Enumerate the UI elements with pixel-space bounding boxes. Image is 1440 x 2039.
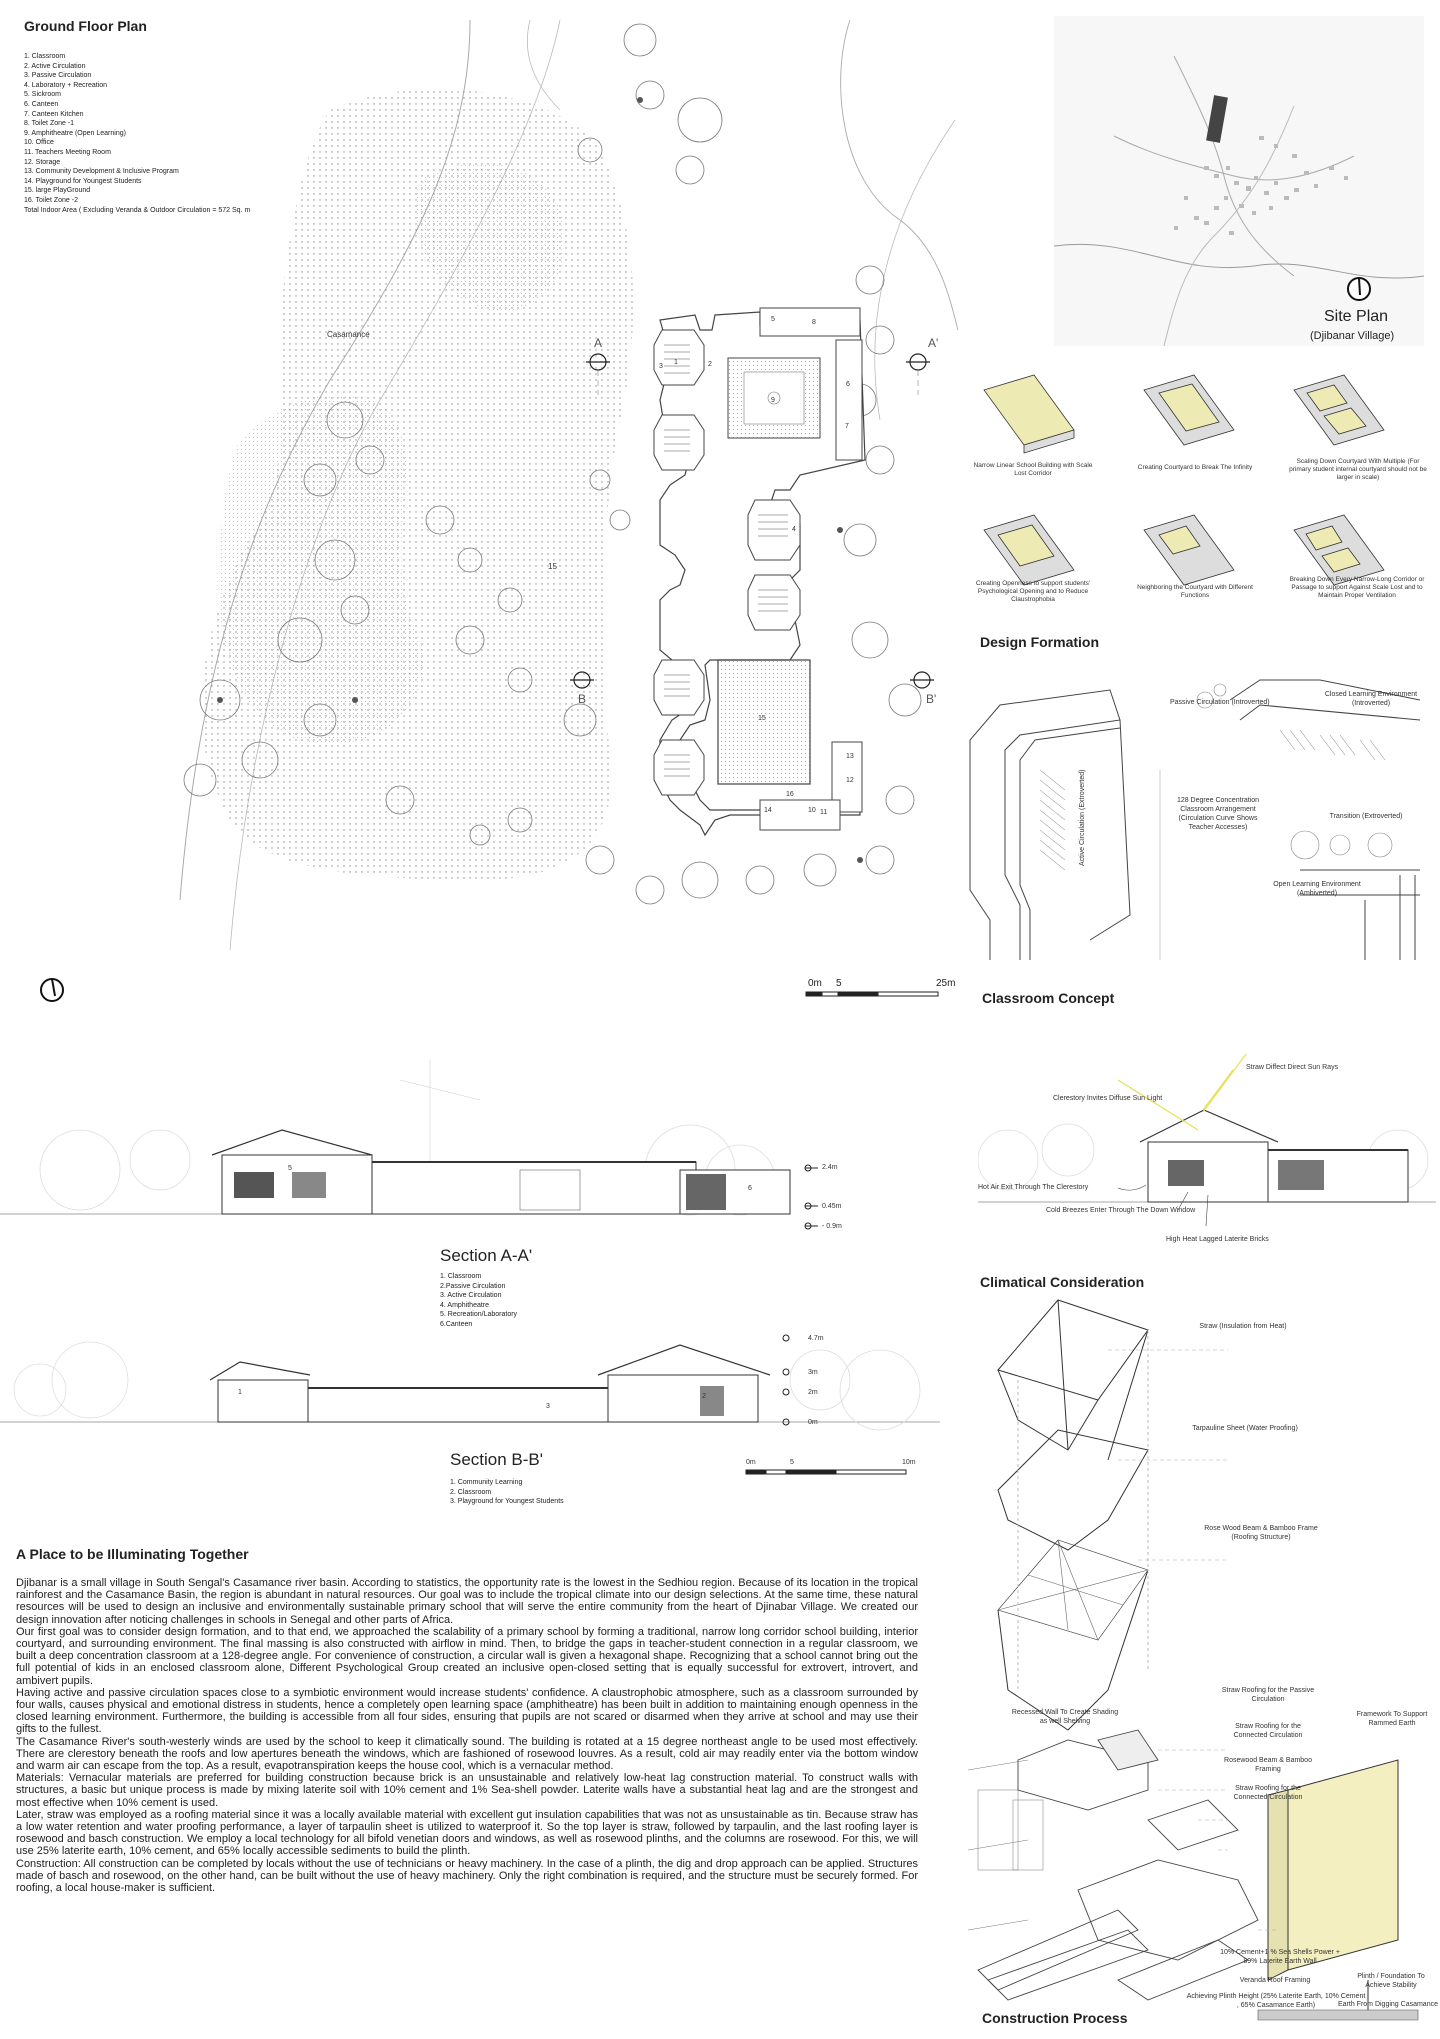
formation-caption: Creating Openness to support students' Psychological Opening and to Reduce Claustrophobia <box>975 580 1091 603</box>
legend-item: 13. Community Development & Inclusive Program <box>24 168 179 176</box>
legend-item: 14. Playground for Youngest Students <box>24 177 142 185</box>
legend-item: 1. Classroom <box>24 53 66 60</box>
section-bb-mark: 1 <box>238 1389 242 1396</box>
climate-label: High Heat Lagged Laterite Bricks <box>1166 1236 1269 1243</box>
plan-label: 16 <box>786 791 794 798</box>
climate-label: Clerestory Invites Diffuse Sun Light <box>1053 1095 1163 1102</box>
formation-caption: Creating Courtyard to Break The Infinity <box>1137 464 1253 471</box>
essay-paragraph: Djibanar is a small village in South Sengal's Casamance river basin. According to statistics, the opportunity rate is the lowest in the Sedhiou region. Because of its location in the tropical rainforest and the Casamance Basin, the region is abundant in natural resources. Our goal was to include the tropical climate into our design selections. At the same time, these natural resources will be used to design an inclusive and environmentally sustainable primary school that will serve the entire community from the heart of Djinabar Village. We created our design innovation after noticing challenges in schools in Senegal and other parts of Africa. <box>16 1577 918 1626</box>
section-marker-a: A <box>594 336 603 350</box>
construction-label: Plinth / Foundation To Achieve Stability <box>1357 1973 1425 1989</box>
construction-label: Straw (Insulation from Heat) <box>1199 1323 1287 1330</box>
design-formation-diagrams <box>964 360 1434 610</box>
legend-item: 2.Passive Circulation <box>440 1282 506 1290</box>
construction-label: 10% Cement+1 % Sea Shells Power + 89% Laterite Earth Wall <box>1220 1949 1340 1965</box>
concept-label-closed: Closed Learning Environment (Introverted) <box>1324 691 1418 707</box>
plan-label: 2 <box>708 361 712 368</box>
legend-item: 10. Office <box>24 139 54 147</box>
construction-label: Straw Roofing for the Connected Circulation <box>1233 1785 1303 1801</box>
construction-label: Tarpauline Sheet (Water Proofing) <box>1192 1425 1298 1432</box>
legend-item: 3. Playground for Youngest Students <box>450 1498 564 1506</box>
legend-item: 1. Classroom <box>440 1273 482 1280</box>
construction-label: Rosewood Beam & Bamboo Framing <box>1224 1757 1312 1773</box>
plan-label: 7 <box>845 423 849 430</box>
essay-paragraph: Having active and passive circulation spaces close to a symbiotic environment would increase students' confidence. A claustrophobic atmosphere, such as a classroom surrounded by four walls, causes physical and emotional distress in students, hence a completely open learning space (amphitheatre) has been built in addition to maintaining enough openness in the closed learning environment. Furthermore, the building is accessible from all four sides, ensuring that pupils are not scared or disarmed when they arrive at school and may use their gifts to the fullest. <box>16 1686 918 1736</box>
section-marker-a-prime: A' <box>928 336 939 350</box>
section-aa-level: - 0.9m <box>822 1223 842 1230</box>
formation-caption: Breaking Down Every Narrow-Long Corridor or Passage to support Against Scale Lost and to Maintain Proper Ventilation <box>1289 576 1425 599</box>
ground-floor-plan-drawing <box>0 0 960 1010</box>
plan-label: 9 <box>771 397 775 404</box>
plan-label: 3 <box>659 363 663 370</box>
climate-label: Straw Diffect Direct Sun Rays <box>1246 1064 1339 1071</box>
site-plan-title: Site Plan <box>1324 308 1389 325</box>
plan-label: 11 <box>820 809 828 816</box>
section-marker-b: B <box>578 692 587 706</box>
section-bb-scale-mid: 5 <box>790 1459 794 1466</box>
site-plan-subtitle: (Djibanar Village) <box>1310 330 1395 342</box>
climate-label: Cold Breezes Enter Through The Down Window <box>1046 1207 1196 1214</box>
section-bb-mark: 2 <box>702 1393 706 1400</box>
construction-title: Construction Process <box>982 2010 1128 2026</box>
legend-item: 7. Canteen Kitchen <box>24 110 84 118</box>
legend-item: 8. Toilet Zone -1 <box>24 120 75 128</box>
section-marker-b-prime: B' <box>926 692 937 706</box>
legend-item: 3. Passive Circulation <box>24 72 92 80</box>
section-bb-level: 4.7m <box>808 1335 824 1342</box>
plan-label: 13 <box>846 753 854 760</box>
section-bb-scale-start: 0m <box>746 1459 756 1466</box>
section-aa-mark: 5 <box>288 1165 292 1172</box>
plan-label: 6 <box>846 381 850 388</box>
plan-label: 15 <box>758 715 766 722</box>
area-label-15: 15 <box>548 562 557 571</box>
section-bb-mark: 3 <box>546 1403 550 1410</box>
construction-label: Straw Roofing for the Connected Circulation <box>1233 1723 1303 1739</box>
concept-label-concentration: 128 Degree Concentration Classroom Arrangement (Circulation Curve Shows Teacher Accesses) <box>1176 797 1260 831</box>
construction-label: Straw Roofing for the Passive Circulation <box>1221 1687 1315 1703</box>
section-aa-title: Section A-A' <box>440 1246 533 1265</box>
legend-item: 6. Canteen <box>24 100 59 108</box>
formation-caption: Narrow Linear School Building with Scale Lost Corridor <box>973 462 1093 477</box>
plan-label: 14 <box>764 807 772 814</box>
essay-body <box>16 1577 918 1894</box>
formation-caption: Scaling Down Courtyard With Multiple (For primary student internal courtyard should not be larger in scale) <box>1289 458 1427 481</box>
climate-label: Hot Air Exit Through The Clerestory <box>978 1184 1089 1191</box>
section-bb-title: Section B-B' <box>450 1450 544 1469</box>
construction-label: Veranda Roof Framing <box>1239 1977 1311 1984</box>
legend-item: 9. Amphitheatre (Open Learning) <box>24 129 126 137</box>
climate-title: Climatical Consideration <box>980 1274 1145 1290</box>
essay-paragraph: The Casamance River's south-westerly winds are used by the school to keep it climatically sound. The building is rotated at a 15 degree northeast angle to be used most effectively. There are clerestory beneath the roofs and low apertures beneath the windows, which are fashioned of rosewood louvres. As a result, cold air may readily enter via the bottom window and warm air can escape from the top. As a result, evapotranspiration keeps the house cool, which is a vernacular method. <box>16 1735 918 1773</box>
section-bb-legend <box>450 1478 610 1507</box>
legend-item: 2. Active Circulation <box>24 62 86 70</box>
ground-floor-title: Ground Floor Plan <box>24 18 147 34</box>
concept-label-passive: Passive Circulation (Introverted) <box>1170 699 1270 706</box>
essay-paragraph: Later, straw was employed as a roofing material since it was a locally available material with excellent gut insulation capabilities that was not as unsustainable as tin. Because straw has a low water retention and water proofing performance, a layer of tarpaulin sheet is utilized to waterproof it. So the top layer is straw, followed by tarpaulin, and the last roofing layer is rosewood and basch construction. We employ a local technology for all bifold venetian doors and windows, as well as rosewood plinths, and the columns are rosewood. For this, we will use 25% laterite earth, 10% cement, and 65% locally accessible sediments to build the plinth. <box>16 1808 918 1858</box>
construction-label: Achieving Plinth Height (25% Laterite Earth, 10% Cement , 65% Casamance Earth) <box>1186 1993 1366 2009</box>
section-bb-level: 3m <box>808 1369 818 1376</box>
formation-caption: Neighboring the Courtyard with Different Functions <box>1137 584 1253 599</box>
plan-scale-end: 25m <box>936 978 956 989</box>
legend-item: 1. Community Learning <box>450 1479 523 1486</box>
section-bb-level: 0m <box>808 1419 818 1426</box>
essay-paragraph: Construction: All construction can be completed by locals without the use of technicians or heavy machinery. In the case of a plinth, the dig and drop approach can be applied. Structures made of basch and rosewood, on the other hand, can be built without the use of heavy machinery. Only the right combination is required, and the structure must be securely formed. For roofing, a local house-maker is sufficient. <box>16 1857 918 1895</box>
concept-label-active: Active Circulation (Extroverted) <box>1079 769 1086 866</box>
essay-paragraph: Our first goal was to consider design formation, and to that end, we approached the scalability of a primary school by forming a traditional, narrow long corridor school building, interior courtyard, and surrounding environment. The final massing is also constructed with airflow in mind. Then, to bridge the gaps in teacher-student connection in a regular classroom, we built a deep concentration classroom at a 128-degree angle. For convenience of construction, a circular wall is given a hexagonal shape. Recognizing that a school cannot bring out the full potential of kids in an enclosed classroom alone, Different Psychological Group created an inclusive open-closed setting that is equally successful for extrovert, introvert, and ambivert pupils. <box>16 1625 918 1687</box>
concept-label-open: Open Learning Environment (Ambiverted) <box>1273 881 1361 897</box>
essay-paragraph: Materials: Vernacular materials are preferred for building construction because brick is an unsustainable and relatively low-heat lag construction material. To construct walls with structures, a basic but unique process is made by mixing laterite soil with 10% cement and 1% Sea-shell powder. Laterite walls have a substantial heat lag and are the strongest and most effective when 10% cement is used. <box>16 1772 918 1809</box>
section-bb-scale-end: 10m <box>902 1459 916 1466</box>
plan-label: 12 <box>846 777 854 784</box>
essay-title: A Place to be Illuminating Together <box>16 1546 249 1562</box>
legend-item: Total Indoor Area ( Excluding Veranda & Outdoor Circulation = 572 Sq. m <box>24 206 251 214</box>
legend-item: 3. Active Circulation <box>440 1292 502 1300</box>
plan-label: 4 <box>792 526 796 533</box>
construction-label: Rose Wood Beam & Bamboo Frame (Roofing Structure) <box>1204 1525 1318 1541</box>
section-aa-level: 0.45m <box>822 1203 842 1210</box>
construction-exploded-drawing <box>958 1290 1438 2030</box>
classroom-concept-title: Classroom Concept <box>982 990 1115 1006</box>
legend-item: 4. Amphitheatre <box>440 1301 490 1309</box>
concept-label-transition: Transition (Extroverted) <box>1329 813 1403 820</box>
construction-label: Framework To Support Rammed Earth <box>1356 1711 1428 1727</box>
climate-section-drawing <box>978 1050 1436 1260</box>
legend-item: 5. Recreation/Laboratory <box>440 1311 518 1319</box>
legend-item: 15. large PlayGround <box>24 187 91 195</box>
plan-label: 10 <box>808 807 816 814</box>
legend-item: 11. Teachers Meeting Room <box>24 148 111 156</box>
plan-label: 8 <box>812 319 816 326</box>
section-aa-drawing <box>0 1060 940 1260</box>
plan-label: 5 <box>771 316 775 323</box>
design-formation-title: Design Formation <box>980 634 1100 650</box>
construction-label: Recessed Wall To Create Shading as well Shelving <box>1011 1709 1119 1725</box>
plan-scale-mid: 5 <box>836 978 842 989</box>
river-label: Casamance <box>327 330 370 339</box>
legend-item: 16. Toilet Zone -2 <box>24 196 78 204</box>
plan-label: 1 <box>674 359 678 366</box>
legend-item: 4. Laboratory + Recreation <box>24 81 108 89</box>
legend-item: 12. Storage <box>24 158 61 166</box>
plan-scale-start: 0m <box>808 978 822 989</box>
legend-item: 2. Classroom <box>450 1488 492 1496</box>
section-aa-mark: 6 <box>748 1185 752 1192</box>
legend-item: 6.Canteen <box>440 1320 473 1328</box>
section-bb-level: 2m <box>808 1389 818 1396</box>
section-aa-level: 2.4m <box>822 1164 838 1171</box>
site-plan-map <box>1054 16 1424 346</box>
construction-label: Earth From Digging Casamance <box>1338 2001 1438 2008</box>
legend-item: 5. Sickroom <box>24 91 61 99</box>
